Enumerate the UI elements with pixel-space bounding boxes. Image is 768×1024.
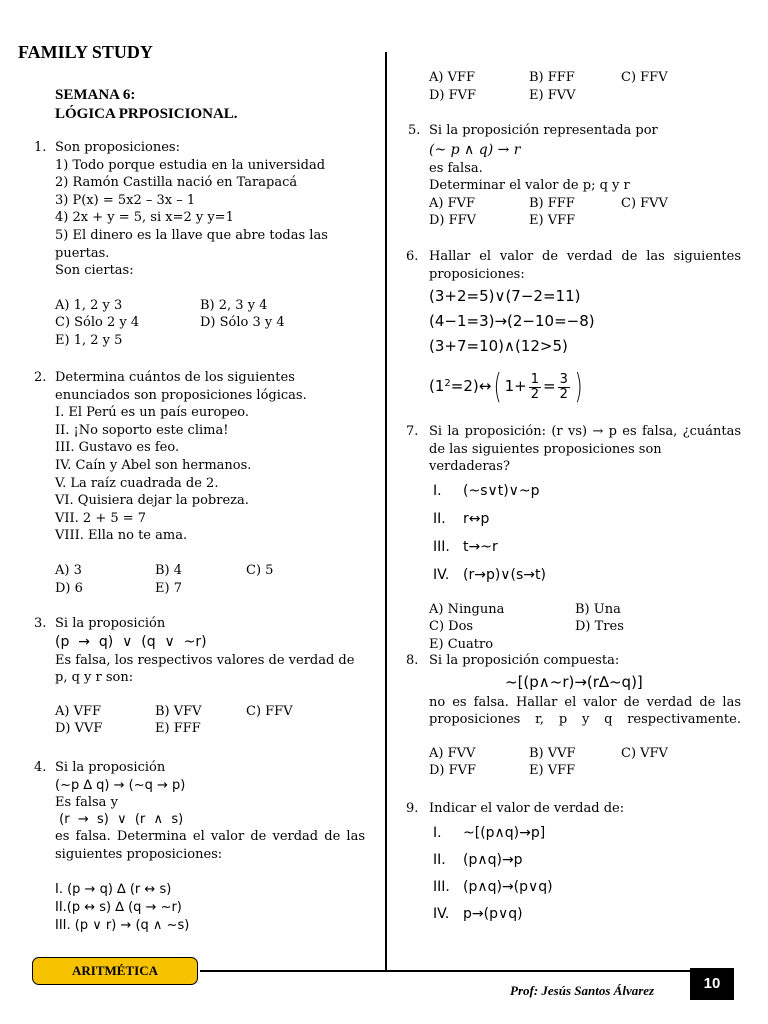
formula: I. (p → q) ∆ (r ↔ s) bbox=[55, 882, 172, 898]
option: D) Tres bbox=[575, 619, 624, 635]
q-number: 2. bbox=[34, 370, 47, 385]
option: A) VFF bbox=[55, 703, 102, 719]
question-4 bbox=[34, 759, 365, 935]
paren-right: ) bbox=[574, 367, 583, 408]
text-line: Es falsa y bbox=[55, 794, 118, 810]
formula-part: =2)↔ bbox=[450, 377, 492, 396]
option: A) 3 bbox=[55, 562, 82, 578]
q-stem: Si la proposición bbox=[55, 760, 166, 775]
formula: ~[(p∧q)→p] bbox=[463, 824, 546, 841]
formula: p→(p∨q) bbox=[463, 905, 523, 922]
q-stem: Hallar el valor de verdad de las siguientes bbox=[429, 249, 741, 264]
denominator: 2 bbox=[559, 386, 568, 402]
formula: (3+2=5)∨(7−2=11) bbox=[429, 287, 581, 306]
roman-numeral: IV. bbox=[433, 905, 450, 922]
list-item: 1) Todo porque estudia en la universidad bbox=[55, 157, 326, 173]
paren-left: ( bbox=[493, 367, 502, 408]
question-6 bbox=[406, 248, 741, 407]
option: A) VFF bbox=[429, 70, 476, 85]
option: B) FFF bbox=[529, 70, 575, 85]
text-line: Es falsa, los respectivos valores de verdad de bbox=[55, 652, 355, 668]
q-stem: Si la proposición bbox=[55, 616, 166, 631]
formula: r↔p bbox=[463, 510, 490, 527]
question-8 bbox=[406, 652, 741, 780]
option: B) FFF bbox=[529, 195, 575, 211]
question-7 bbox=[406, 423, 741, 654]
formula-exponent: 2 bbox=[444, 378, 451, 390]
list-item: 2) Ramón Castilla nació en Tarapacá bbox=[55, 175, 298, 191]
numerator: 3 bbox=[559, 371, 568, 387]
option: C) 5 bbox=[246, 562, 274, 578]
option: E) FVV bbox=[529, 87, 576, 103]
q-stem: enunciados son proposiciones lógicas. bbox=[55, 387, 307, 403]
roman-numeral: III. bbox=[433, 878, 450, 895]
page-number: 10 bbox=[690, 968, 734, 1000]
question-2 bbox=[34, 369, 364, 597]
option: C) FFV bbox=[621, 70, 668, 85]
q-number: 9. bbox=[406, 801, 419, 816]
question-3 bbox=[34, 615, 369, 738]
list-item: I. El Perú es un país europeo. bbox=[55, 405, 250, 421]
option: C) Dos bbox=[429, 619, 474, 635]
q-stem: Indicar el valor de verdad de: bbox=[429, 801, 625, 816]
q-number: 3. bbox=[34, 616, 47, 631]
subject-badge: ARITMÉTICA bbox=[32, 957, 198, 985]
formula: (~s∨t)∨~p bbox=[463, 482, 540, 499]
formula: (4−1=3)→(2−10=−8) bbox=[429, 312, 595, 331]
text-line: Determinar el valor de p; q y r bbox=[429, 178, 630, 194]
week-heading bbox=[55, 86, 238, 124]
list-item: III. Gustavo es feo. bbox=[55, 440, 180, 456]
q-number: 8. bbox=[406, 653, 419, 668]
list-item: puertas. bbox=[55, 245, 110, 261]
q-number: 5. bbox=[408, 123, 421, 138]
q-number: 6. bbox=[406, 249, 419, 264]
formula: (~ p ∧ q) → r bbox=[429, 141, 521, 158]
text-line: es falsa. bbox=[429, 160, 483, 176]
formula: (3+7=10)∧(12>5) bbox=[429, 337, 568, 356]
option: C) FFV bbox=[246, 703, 293, 719]
q-number: 7. bbox=[406, 424, 419, 439]
option: E) Cuatro bbox=[429, 636, 494, 652]
question-9 bbox=[406, 800, 741, 928]
list-item: II. ¡No soporto este clima! bbox=[55, 422, 229, 438]
option: A) FVV bbox=[429, 745, 476, 761]
formula: (p∧q)→p bbox=[463, 851, 523, 868]
option: C) VFV bbox=[621, 745, 668, 761]
q-stem: Si la proposición representada por bbox=[429, 123, 658, 138]
option: D) FVF bbox=[429, 87, 477, 103]
list-item: VIII. Ella no te ama. bbox=[55, 528, 188, 544]
column-divider bbox=[385, 52, 387, 972]
option: A) 1, 2 y 3 bbox=[55, 297, 123, 313]
option: D) Sólo 3 y 4 bbox=[200, 315, 285, 331]
option: E) VFF bbox=[529, 763, 576, 779]
q-number: 1. bbox=[34, 140, 47, 155]
text-line: no es falsa. Hallar el valor de verdad de las bbox=[429, 694, 741, 710]
formula: t→~r bbox=[463, 538, 498, 555]
roman-numeral: I. bbox=[433, 824, 442, 841]
option: E) FFF bbox=[155, 721, 201, 737]
q-number: 4. bbox=[34, 760, 47, 775]
text-line: es falsa. Determina el valor de verdad de las bbox=[55, 829, 365, 845]
options-continued bbox=[429, 69, 749, 104]
list-item: 4) 2x + y = 5, si x=2 y y=1 bbox=[55, 210, 234, 226]
fraction bbox=[558, 373, 570, 402]
denominator: 2 bbox=[530, 386, 539, 402]
option: D) VVF bbox=[55, 721, 103, 737]
fraction bbox=[529, 373, 541, 402]
option: A) Ninguna bbox=[429, 601, 505, 617]
roman-numeral: II. bbox=[433, 510, 446, 527]
q-stem: Determina cuántos de los siguientes bbox=[55, 370, 295, 385]
formula: ~[(p∧~r)→(r∆~q)] bbox=[505, 672, 643, 691]
formula: (p → q) ∨ (q ∨ ~r) bbox=[55, 633, 207, 650]
formula: (p∧q)→(p∨q) bbox=[463, 878, 553, 895]
option: C) Sólo 2 y 4 bbox=[55, 315, 140, 331]
author-credit: Prof: Jesús Santos Álvarez bbox=[510, 983, 655, 998]
roman-numeral: I. bbox=[433, 482, 442, 499]
formula-part: = bbox=[543, 377, 556, 396]
q-stem: Si la proposición: (r vs) → p es falsa, ¿cuántas bbox=[429, 424, 741, 439]
list-item: IV. Caín y Abel son hermanos. bbox=[55, 457, 252, 473]
roman-numeral: III. bbox=[433, 538, 450, 555]
option: D) FFV bbox=[429, 213, 477, 229]
list-item: 5) El dinero es la llave que abre todas las bbox=[55, 227, 328, 243]
formula: (r → s) ∨ (r ∧ s) bbox=[55, 812, 184, 828]
list-item: Son ciertas: bbox=[55, 263, 134, 279]
text-line: de las siguientes proposiciones son verdaderas? bbox=[429, 441, 662, 475]
formula: (r→p)∨(s→t) bbox=[463, 566, 546, 583]
list-item: VII. 2 + 5 = 7 bbox=[55, 510, 147, 526]
page-title: FAMILY STUDY bbox=[18, 42, 153, 62]
option: D) FVF bbox=[429, 763, 477, 779]
text-line: siguientes proposiciones: bbox=[55, 846, 223, 862]
option: E) VFF bbox=[529, 213, 576, 229]
list-item: V. La raíz cuadrada de 2. bbox=[55, 475, 219, 491]
option: A) FVF bbox=[429, 195, 476, 211]
numerator: 1 bbox=[530, 371, 539, 387]
option: B) VVF bbox=[529, 745, 576, 761]
option: C) FVV bbox=[621, 195, 668, 211]
text-line: proposiciones: bbox=[429, 266, 525, 282]
text-line: proposiciones r, p y q respectivamente. bbox=[429, 712, 741, 728]
formula-part: (1 bbox=[429, 377, 445, 396]
option: B) Una bbox=[575, 601, 621, 617]
option: B) VFV bbox=[155, 703, 202, 719]
question-5 bbox=[408, 122, 738, 230]
formula-part: 1+ bbox=[504, 377, 527, 396]
formula: (~p ∆ q) → (~q → p) bbox=[55, 777, 186, 793]
option: E) 7 bbox=[155, 580, 182, 596]
formula: III. (p ∨ r) → (q ∧ ~s) bbox=[55, 918, 190, 934]
formula: II.(p ↔ s) ∆ (q → ~r) bbox=[55, 900, 182, 916]
q-stem: Si la proposición compuesta: bbox=[429, 653, 620, 668]
list-item: 3) P(x) = 5x2 – 3x – 1 bbox=[55, 192, 196, 208]
formula-fraction bbox=[429, 367, 741, 407]
option: B) 2, 3 y 4 bbox=[200, 297, 268, 313]
list-item: VI. Quisiera dejar la pobreza. bbox=[55, 493, 249, 509]
roman-numeral: IV. bbox=[433, 566, 450, 583]
option: B) 4 bbox=[155, 562, 183, 578]
option: E) 1, 2 y 5 bbox=[55, 332, 123, 348]
week-label: SEMANA 6: bbox=[55, 87, 136, 103]
option: D) 6 bbox=[55, 580, 83, 596]
question-1 bbox=[34, 139, 364, 350]
footer-rule bbox=[200, 970, 690, 972]
text-line: p, q y r son: bbox=[55, 670, 134, 686]
q-stem: Son proposiciones: bbox=[55, 140, 180, 155]
topic-label: LÓGICA PRPOSICIONAL. bbox=[55, 106, 238, 122]
roman-numeral: II. bbox=[433, 851, 446, 868]
